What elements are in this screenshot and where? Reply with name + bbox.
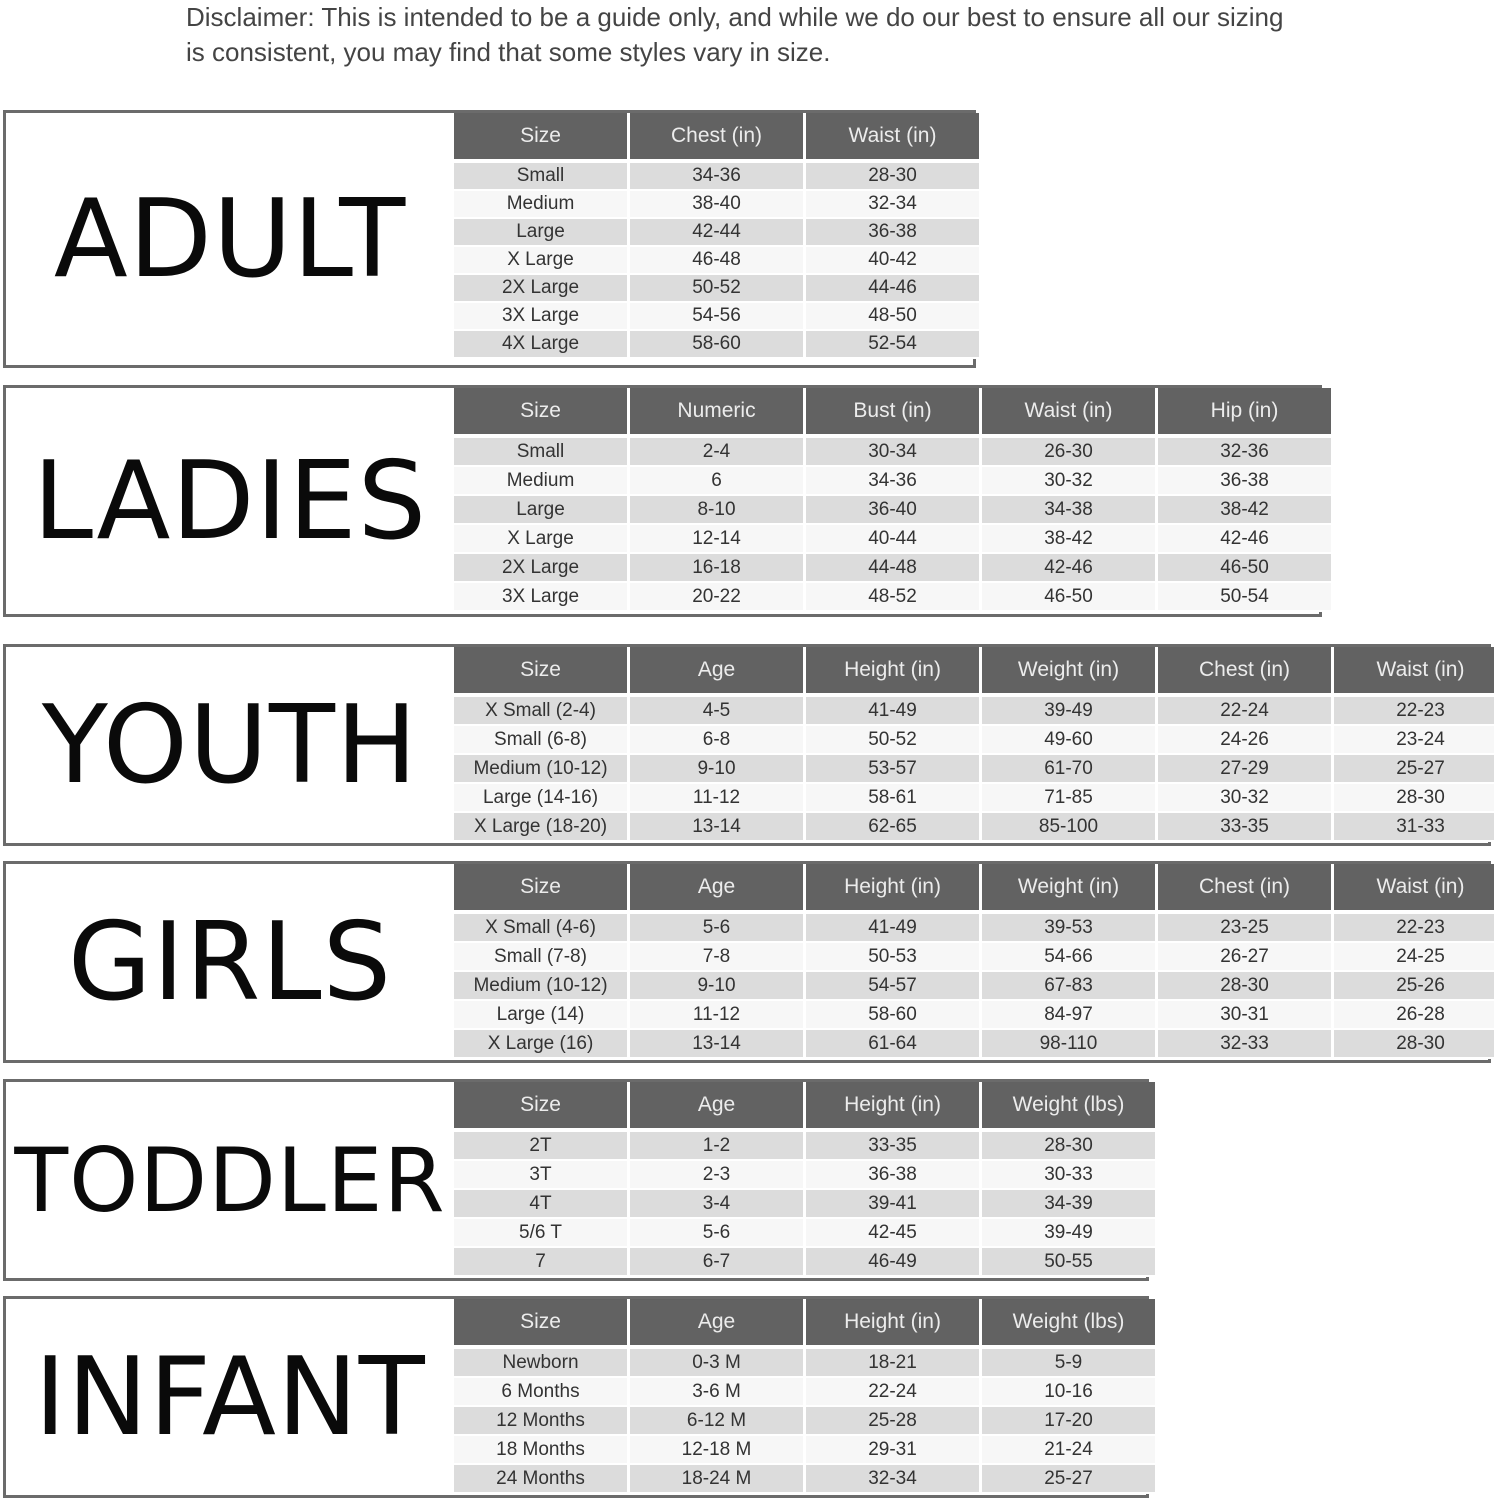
table-cell: 6 xyxy=(630,467,806,496)
table-row xyxy=(454,784,1494,813)
table-cell: 36-40 xyxy=(806,496,982,525)
table-cell: 6-7 xyxy=(630,1248,806,1277)
table-cell: 5-6 xyxy=(630,1219,806,1248)
table-cell: 46-48 xyxy=(630,247,806,275)
table-row xyxy=(454,438,1331,467)
table-row xyxy=(454,697,1494,726)
table-cell: 85-100 xyxy=(982,813,1158,842)
table-cell: 17-20 xyxy=(982,1407,1155,1436)
table-cell: 33-35 xyxy=(806,1132,982,1161)
column-header: Numeric xyxy=(630,388,806,438)
table-cell: 3-6 M xyxy=(630,1378,806,1407)
ladies-label: LADIES xyxy=(32,438,428,564)
table-cell: 30-33 xyxy=(982,1161,1155,1190)
toddler-size-table xyxy=(454,1082,1155,1277)
table-cell: 39-41 xyxy=(806,1190,982,1219)
table-cell: 50-53 xyxy=(806,943,982,972)
table-cell: 18-24 M xyxy=(630,1465,806,1494)
table-cell: 6-8 xyxy=(630,726,806,755)
table-cell: 46-50 xyxy=(1158,554,1331,583)
table-cell: 1-2 xyxy=(630,1132,806,1161)
infant-label: INFANT xyxy=(34,1334,426,1460)
table-cell: 48-52 xyxy=(806,583,982,612)
table-cell: 24 Months xyxy=(454,1465,630,1494)
table-row xyxy=(454,1407,1155,1436)
table-row xyxy=(454,1132,1155,1161)
table-cell: 4X Large xyxy=(454,331,630,359)
table-cell: 5/6 T xyxy=(454,1219,630,1248)
table-row xyxy=(454,191,979,219)
table-cell: 32-34 xyxy=(806,1465,982,1494)
column-header: Waist (in) xyxy=(806,113,979,163)
adult-label: ADULT xyxy=(53,176,407,302)
table-row xyxy=(454,554,1331,583)
column-header: Age xyxy=(630,864,806,914)
table-cell: 40-44 xyxy=(806,525,982,554)
table-cell: 13-14 xyxy=(630,1030,806,1059)
table-cell: 52-54 xyxy=(806,331,979,359)
table-cell: 26-30 xyxy=(982,438,1158,467)
table-cell: 2T xyxy=(454,1132,630,1161)
table-cell: 8-10 xyxy=(630,496,806,525)
table-cell: 12-14 xyxy=(630,525,806,554)
table-row xyxy=(454,525,1331,554)
column-header: Size xyxy=(454,388,630,438)
table-cell: 3-4 xyxy=(630,1190,806,1219)
table-cell: 3X Large xyxy=(454,303,630,331)
table-cell: Large xyxy=(454,496,630,525)
table-cell: 71-85 xyxy=(982,784,1158,813)
table-cell: 32-36 xyxy=(1158,438,1331,467)
table-row xyxy=(454,331,979,359)
column-header: Weight (in) xyxy=(982,864,1158,914)
column-header: Age xyxy=(630,647,806,697)
table-row xyxy=(454,467,1331,496)
youth-label: YOUTH xyxy=(41,682,419,808)
table-cell: 50-52 xyxy=(630,275,806,303)
column-header: Age xyxy=(630,1299,806,1349)
table-cell: 7 xyxy=(454,1248,630,1277)
table-cell: 10-16 xyxy=(982,1378,1155,1407)
table-row xyxy=(454,813,1494,842)
youth-section xyxy=(3,644,1491,846)
table-row xyxy=(454,1001,1494,1030)
table-cell: Small xyxy=(454,163,630,191)
table-cell: Large (14-16) xyxy=(454,784,630,813)
column-header: Size xyxy=(454,1082,630,1132)
table-cell: 28-30 xyxy=(1158,972,1334,1001)
table-row xyxy=(454,1190,1155,1219)
table-cell: 24-26 xyxy=(1158,726,1334,755)
girls-size-table xyxy=(454,864,1494,1059)
table-cell: 2X Large xyxy=(454,275,630,303)
table-row xyxy=(454,1248,1155,1277)
table-cell: Newborn xyxy=(454,1349,630,1378)
table-cell: 58-61 xyxy=(806,784,982,813)
table-row xyxy=(454,219,979,247)
table-row xyxy=(454,943,1494,972)
toddler-section xyxy=(3,1079,1149,1281)
table-cell: 41-49 xyxy=(806,697,982,726)
table-cell: 18-21 xyxy=(806,1349,982,1378)
column-header: Size xyxy=(454,647,630,697)
table-cell: 36-38 xyxy=(1158,467,1331,496)
table-cell: 2X Large xyxy=(454,554,630,583)
table-cell: 50-52 xyxy=(806,726,982,755)
table-cell: 34-39 xyxy=(982,1190,1155,1219)
column-header: Age xyxy=(630,1082,806,1132)
table-cell: 49-60 xyxy=(982,726,1158,755)
table-cell: 34-38 xyxy=(982,496,1158,525)
table-row xyxy=(454,303,979,331)
column-header: Size xyxy=(454,864,630,914)
table-cell: 61-64 xyxy=(806,1030,982,1059)
table-row xyxy=(454,275,979,303)
table-row xyxy=(454,583,1331,612)
table-cell: 12 Months xyxy=(454,1407,630,1436)
disclaimer-text: Disclaimer: This is intended to be a guide only, and while we do our best to ensure all our sizing is consistent, you may find that some styles vary in size. xyxy=(186,2,1284,67)
table-cell: 53-57 xyxy=(806,755,982,784)
table-cell: X Large xyxy=(454,247,630,275)
table-cell: 25-27 xyxy=(1334,755,1494,784)
table-cell: Large (14) xyxy=(454,1001,630,1030)
table-cell: X Large (18-20) xyxy=(454,813,630,842)
table-row xyxy=(454,1349,1155,1378)
table-cell: 30-32 xyxy=(982,467,1158,496)
table-cell: Small xyxy=(454,438,630,467)
column-header: Weight (lbs) xyxy=(982,1299,1155,1349)
table-cell: 29-31 xyxy=(806,1436,982,1465)
girls-section xyxy=(3,861,1491,1063)
table-cell: Medium xyxy=(454,467,630,496)
table-cell: 16-18 xyxy=(630,554,806,583)
column-header: Hip (in) xyxy=(1158,388,1331,438)
table-cell: 3X Large xyxy=(454,583,630,612)
table-cell: 5-9 xyxy=(982,1349,1155,1378)
table-cell: 42-46 xyxy=(982,554,1158,583)
table-cell: 25-27 xyxy=(982,1465,1155,1494)
table-cell: 4-5 xyxy=(630,697,806,726)
table-cell: 23-24 xyxy=(1334,726,1494,755)
table-cell: 67-83 xyxy=(982,972,1158,1001)
table-cell: 58-60 xyxy=(806,1001,982,1030)
table-cell: 28-30 xyxy=(982,1132,1155,1161)
table-cell: 58-60 xyxy=(630,331,806,359)
table-row xyxy=(454,1030,1494,1059)
table-cell: 36-38 xyxy=(806,219,979,247)
table-cell: 54-66 xyxy=(982,943,1158,972)
table-cell: 4T xyxy=(454,1190,630,1219)
table-cell: 38-40 xyxy=(630,191,806,219)
youth-size-table xyxy=(454,647,1494,842)
column-header: Chest (in) xyxy=(1158,864,1334,914)
table-row xyxy=(454,1161,1155,1190)
table-cell: 25-26 xyxy=(1334,972,1494,1001)
table-cell: 24-25 xyxy=(1334,943,1494,972)
table-cell: 25-28 xyxy=(806,1407,982,1436)
table-cell: 42-46 xyxy=(1158,525,1331,554)
table-cell: Medium (10-12) xyxy=(454,972,630,1001)
table-cell: X Small (2-4) xyxy=(454,697,630,726)
ladies-size-table xyxy=(454,388,1331,612)
table-row xyxy=(454,1465,1155,1494)
table-cell: 33-35 xyxy=(1158,813,1334,842)
table-cell: 50-55 xyxy=(982,1248,1155,1277)
table-cell: 30-34 xyxy=(806,438,982,467)
table-row xyxy=(454,914,1494,943)
column-header: Size xyxy=(454,113,630,163)
table-cell: X Large (16) xyxy=(454,1030,630,1059)
table-cell: 9-10 xyxy=(630,755,806,784)
table-row xyxy=(454,163,979,191)
adult-section xyxy=(3,110,976,368)
table-cell: X Small (4-6) xyxy=(454,914,630,943)
table-cell: 22-23 xyxy=(1334,697,1494,726)
table-cell: 20-22 xyxy=(630,583,806,612)
table-cell: 22-23 xyxy=(1334,914,1494,943)
table-row xyxy=(454,972,1494,1001)
table-cell: 9-10 xyxy=(630,972,806,1001)
table-cell: 98-110 xyxy=(982,1030,1158,1059)
table-cell: 39-53 xyxy=(982,914,1158,943)
table-cell: X Large xyxy=(454,525,630,554)
column-header: Waist (in) xyxy=(1334,647,1494,697)
table-cell: Large xyxy=(454,219,630,247)
table-cell: 27-29 xyxy=(1158,755,1334,784)
table-cell: 41-49 xyxy=(806,914,982,943)
table-cell: 28-30 xyxy=(1334,1030,1494,1059)
column-header: Chest (in) xyxy=(1158,647,1334,697)
table-cell: 44-48 xyxy=(806,554,982,583)
table-cell: 34-36 xyxy=(630,163,806,191)
table-cell: 7-8 xyxy=(630,943,806,972)
column-header: Waist (in) xyxy=(1334,864,1494,914)
column-header: Height (in) xyxy=(806,647,982,697)
table-row xyxy=(454,1436,1155,1465)
column-header: Height (in) xyxy=(806,864,982,914)
table-cell: 2-3 xyxy=(630,1161,806,1190)
column-header: Weight (in) xyxy=(982,647,1158,697)
column-header: Height (in) xyxy=(806,1082,982,1132)
table-cell: Medium xyxy=(454,191,630,219)
table-cell: 11-12 xyxy=(630,1001,806,1030)
table-cell: 6-12 M xyxy=(630,1407,806,1436)
table-cell: 39-49 xyxy=(982,697,1158,726)
column-header: Size xyxy=(454,1299,630,1349)
adult-size-table xyxy=(454,113,979,359)
table-cell: 28-30 xyxy=(1334,784,1494,813)
table-cell: 6 Months xyxy=(454,1378,630,1407)
table-cell: 32-34 xyxy=(806,191,979,219)
column-header: Bust (in) xyxy=(806,388,982,438)
table-cell: Medium (10-12) xyxy=(454,755,630,784)
column-header: Chest (in) xyxy=(630,113,806,163)
column-header: Waist (in) xyxy=(982,388,1158,438)
infant-size-table xyxy=(454,1299,1155,1494)
table-cell: 0-3 M xyxy=(630,1349,806,1378)
table-cell: Small (7-8) xyxy=(454,943,630,972)
table-cell: 2-4 xyxy=(630,438,806,467)
column-header: Height (in) xyxy=(806,1299,982,1349)
table-cell: 54-57 xyxy=(806,972,982,1001)
girls-label: GIRLS xyxy=(67,899,393,1025)
ladies-section xyxy=(3,385,1322,617)
table-cell: 46-49 xyxy=(806,1248,982,1277)
table-cell: 36-38 xyxy=(806,1161,982,1190)
table-cell: 5-6 xyxy=(630,914,806,943)
table-cell: 18 Months xyxy=(454,1436,630,1465)
table-cell: 34-36 xyxy=(806,467,982,496)
table-row xyxy=(454,1378,1155,1407)
table-cell: 44-46 xyxy=(806,275,979,303)
table-cell: 38-42 xyxy=(982,525,1158,554)
table-cell: 11-12 xyxy=(630,784,806,813)
table-cell: 12-18 M xyxy=(630,1436,806,1465)
table-row xyxy=(454,496,1331,525)
table-cell: 84-97 xyxy=(982,1001,1158,1030)
table-cell: 30-32 xyxy=(1158,784,1334,813)
table-cell: 46-50 xyxy=(982,583,1158,612)
table-row xyxy=(454,247,979,275)
table-cell: 26-28 xyxy=(1334,1001,1494,1030)
table-cell: 32-33 xyxy=(1158,1030,1334,1059)
table-row xyxy=(454,726,1494,755)
table-cell: 42-44 xyxy=(630,219,806,247)
table-cell: 54-56 xyxy=(630,303,806,331)
column-header: Weight (lbs) xyxy=(982,1082,1155,1132)
table-cell: 31-33 xyxy=(1334,813,1494,842)
table-cell: 13-14 xyxy=(630,813,806,842)
table-cell: 38-42 xyxy=(1158,496,1331,525)
table-cell: Small (6-8) xyxy=(454,726,630,755)
table-cell: 22-24 xyxy=(806,1378,982,1407)
table-cell: 48-50 xyxy=(806,303,979,331)
table-cell: 61-70 xyxy=(982,755,1158,784)
table-cell: 39-49 xyxy=(982,1219,1155,1248)
table-cell: 23-25 xyxy=(1158,914,1334,943)
table-cell: 30-31 xyxy=(1158,1001,1334,1030)
table-row xyxy=(454,755,1494,784)
table-cell: 62-65 xyxy=(806,813,982,842)
table-cell: 40-42 xyxy=(806,247,979,275)
toddler-label: TODDLER xyxy=(14,1128,446,1232)
table-cell: 3T xyxy=(454,1161,630,1190)
table-cell: 26-27 xyxy=(1158,943,1334,972)
table-cell: 50-54 xyxy=(1158,583,1331,612)
table-cell: 42-45 xyxy=(806,1219,982,1248)
table-cell: 28-30 xyxy=(806,163,979,191)
table-row xyxy=(454,1219,1155,1248)
table-cell: 21-24 xyxy=(982,1436,1155,1465)
table-cell: 22-24 xyxy=(1158,697,1334,726)
infant-section xyxy=(3,1296,1149,1498)
